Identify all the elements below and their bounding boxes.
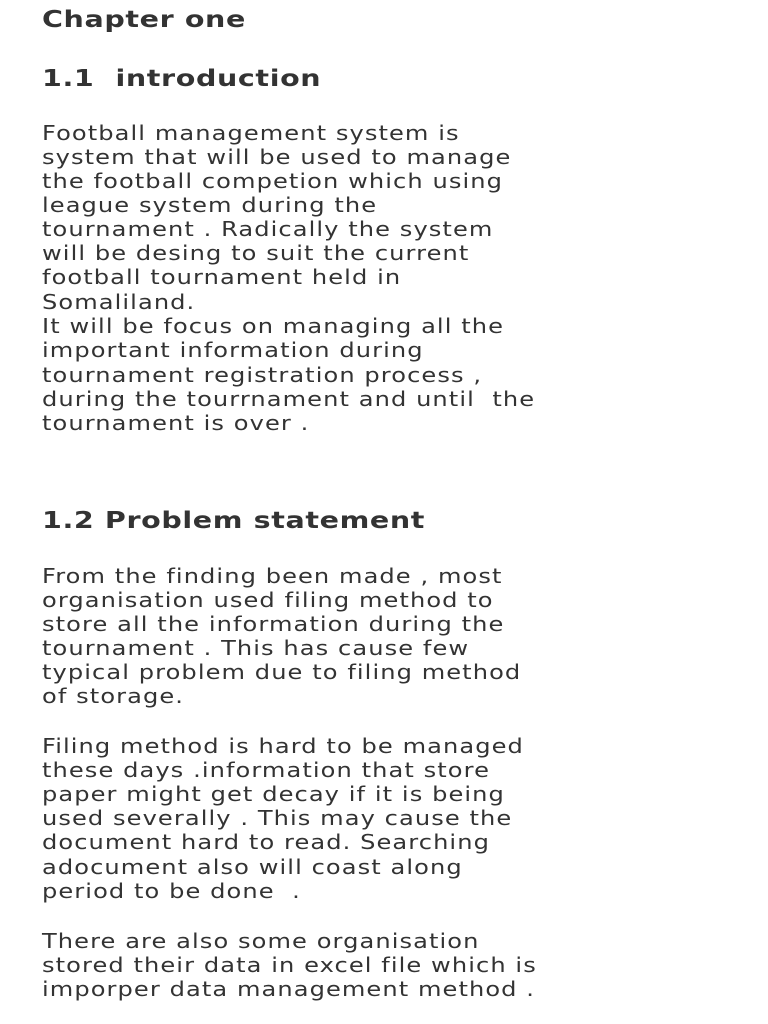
section-heading-introduction: 1.1 introduction bbox=[42, 66, 322, 92]
section-heading-problem-statement: 1.2 Problem statement bbox=[42, 508, 426, 534]
paragraph-line: tournament . This has cause few bbox=[42, 636, 470, 660]
paragraph-line: these days .information that store bbox=[42, 758, 490, 782]
paragraph-line: during the tourrnament and until the bbox=[42, 387, 536, 411]
paragraph-line: document hard to read. Searching bbox=[42, 830, 490, 854]
paragraph-line: football tournament held in bbox=[42, 265, 402, 289]
paragraph-line: important information during bbox=[42, 338, 424, 362]
paragraph-line: imporper data management method . bbox=[42, 977, 536, 1001]
paragraph-line: typical problem due to filing method bbox=[42, 660, 522, 684]
chapter-title: Chapter one bbox=[42, 7, 246, 33]
paragraph-line: period to be done . bbox=[42, 879, 301, 903]
paragraph-line: league system during the bbox=[42, 193, 378, 217]
paragraph-line: Filing method is hard to be managed bbox=[42, 734, 524, 758]
paragraph-line: the football competion which using bbox=[42, 169, 504, 193]
paragraph-line: tournament is over . bbox=[42, 411, 310, 435]
paragraph-line: From the finding been made , most bbox=[42, 564, 503, 588]
paragraph-line: paper might get decay if it is being bbox=[42, 782, 505, 806]
paragraph-line: stored their data in excel file which is bbox=[42, 953, 537, 977]
paragraph-line: tournament . Radically the system bbox=[42, 217, 494, 241]
paragraph-line: used severally . This may cause the bbox=[42, 806, 513, 830]
paragraph-line: system that will be used to manage bbox=[42, 145, 512, 169]
paragraph-line: There are also some organisation bbox=[42, 929, 480, 953]
paragraph-line: store all the information during the bbox=[42, 612, 505, 636]
paragraph-line: of storage. bbox=[42, 684, 185, 708]
paragraph-line: will be desing to suit the current bbox=[42, 241, 470, 265]
paragraph-line: organisation used filing method to bbox=[42, 588, 494, 612]
paragraph-line: It will be focus on managing all the bbox=[42, 314, 505, 338]
paragraph-line: tournament registration process , bbox=[42, 363, 483, 387]
paragraph-line: Somaliland. bbox=[42, 290, 196, 314]
paragraph-line: adocument also will coast along bbox=[42, 855, 463, 879]
paragraph-line: Football management system is bbox=[42, 121, 460, 145]
